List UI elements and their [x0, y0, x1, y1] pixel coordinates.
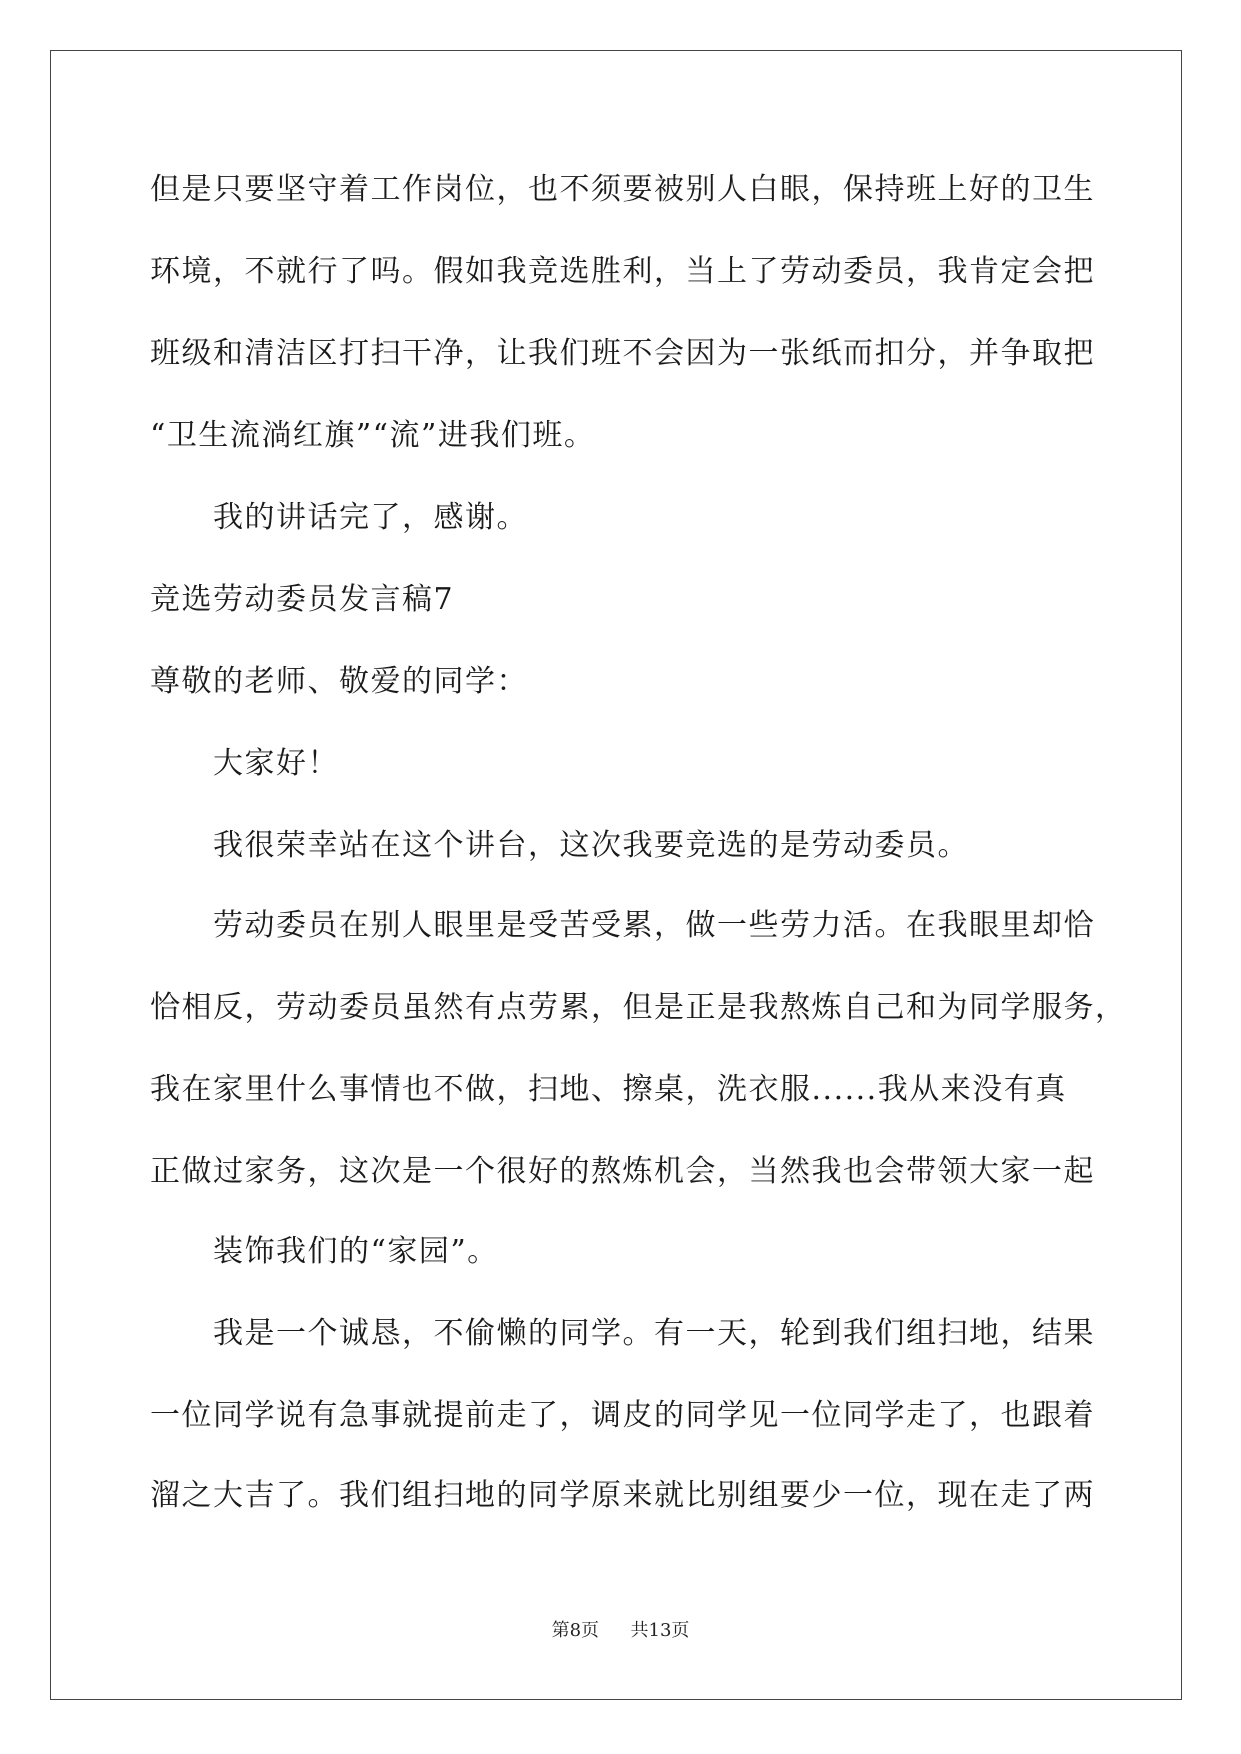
text-line: “卫生流淌红旗”“流”进我们班。: [150, 418, 596, 453]
text-line: 环境，不就行了吗。假如我竞选胜利，当上了劳动委员，我肯定会把: [150, 254, 1095, 289]
greeting: 大家好！: [213, 746, 339, 781]
text-line: 正做过家务，这次是一个很好的熬炼机会，当然我也会带领大家一起: [150, 1154, 1095, 1189]
section-heading: 竞选劳动委员发言稿7: [150, 582, 455, 617]
paragraph-line: 我是一个诚恳，不偷懒的同学。有一天，轮到我们组扫地，结果: [213, 1316, 1095, 1351]
text-line: 但是只要坚守着工作岗位，也不须要被别人白眼，保持班上好的卫生: [150, 172, 1095, 207]
text-line: 我在家里什么事情也不做，扫地、擦桌，洗衣服......我从来没有真: [150, 1072, 1067, 1107]
text-line: 一位同学说有急事就提前走了，调皮的同学见一位同学走了，也跟着: [150, 1398, 1095, 1433]
salutation: 尊敬的老师、敬爱的同学：: [150, 664, 528, 699]
text-line: 溜之大吉了。我们组扫地的同学原来就比别组要少一位，现在走了两: [150, 1478, 1095, 1513]
page-border: [50, 50, 1182, 1700]
paragraph-line: 我的讲话完了，感谢。: [213, 500, 528, 535]
page-footer: [0, 1619, 1241, 1643]
paragraph-line: 装饰我们的“家园”。: [213, 1234, 499, 1269]
total-pages-label: 共13页: [630, 1620, 690, 1641]
current-page-label: 第8页: [551, 1620, 600, 1641]
text-line: 班级和清洁区打扫干净，让我们班不会因为一张纸而扣分，并争取把: [150, 336, 1095, 371]
paragraph-line: 我很荣幸站在这个讲台，这次我要竞选的是劳动委员。: [213, 828, 969, 863]
text-line: 恰相反，劳动委员虽然有点劳累，但是正是我熬炼自己和为同学服务，: [150, 990, 1127, 1025]
paragraph-line: 劳动委员在别人眼里是受苦受累，做一些劳力活。在我眼里却恰: [213, 908, 1095, 943]
